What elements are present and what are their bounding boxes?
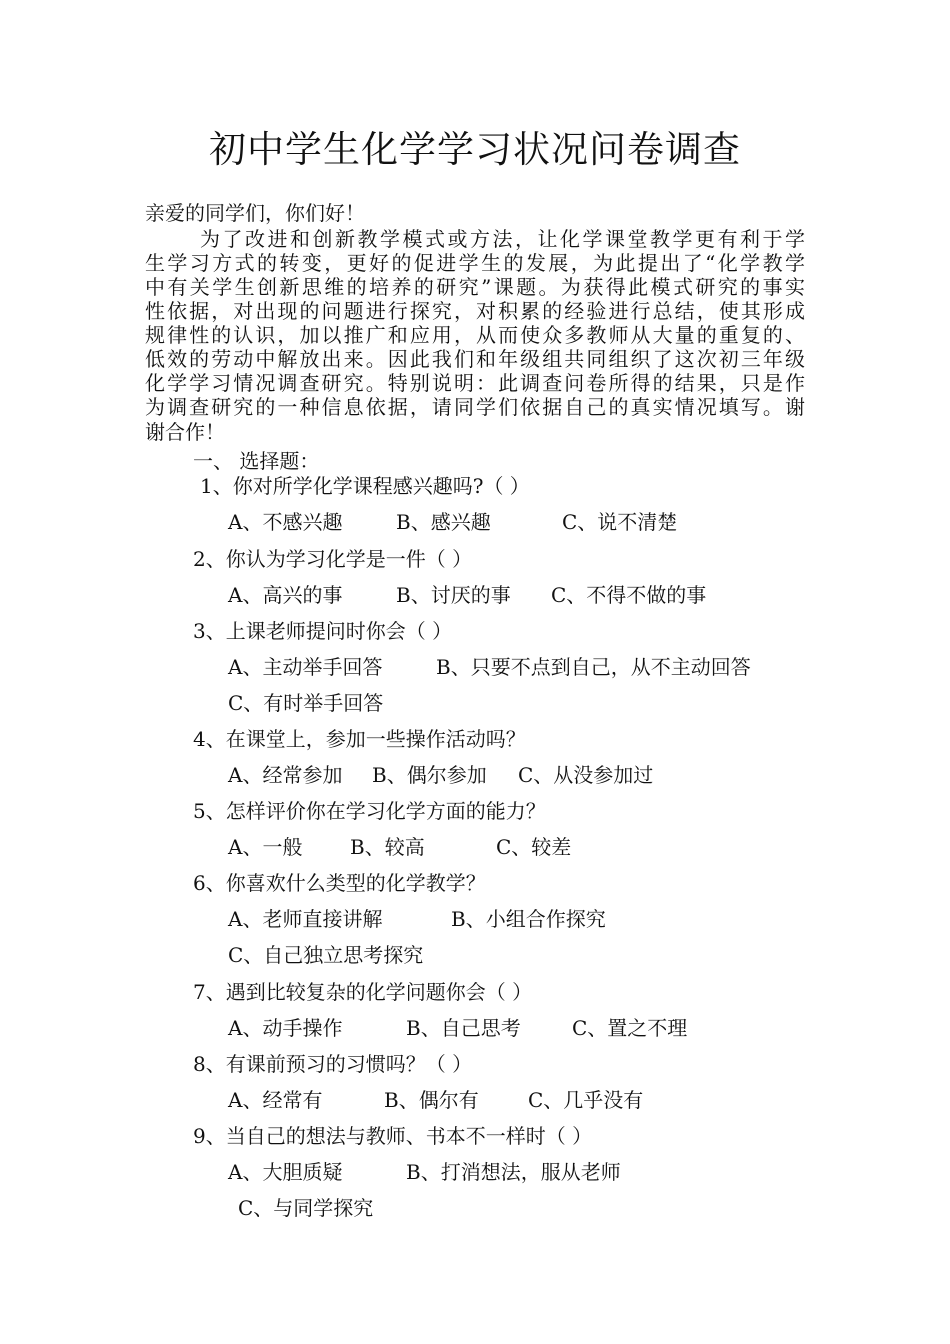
option-b: B、自己思考 [406,1016,521,1040]
intro-line-6: 低效的劳动中解放出来。因此我们和年级组共同组织了这次初三年级 [145,347,805,371]
question-6: 6、你喜欢什么类型的化学教学？ [193,871,486,895]
question-6-options-row2 [228,942,423,968]
question-9: 9、当自己的想法与教师、书本不一样时（ ） [193,1124,593,1148]
option-b: B、偶尔有 [384,1088,479,1112]
option-c: C、说不清楚 [562,510,678,534]
page-title: 初中学生化学学习状况问卷调查 [209,128,741,171]
question-4-options [228,762,653,788]
option-b: B、打消想法，服从老师 [406,1160,621,1184]
option-a: A、一般 [228,835,303,859]
intro-line-5: 规律性的认识，加以推广和应用，从而使众多教师从大量的重复的、 [145,323,805,347]
option-b: B、只要不点到自己，从不主动回答 [436,655,751,679]
option-b: B、较高 [350,835,425,859]
question-3-options-row2 [228,690,383,716]
question-4: 4、在课堂上，参加一些操作活动吗？ [193,727,526,751]
question-2: 2、你认为学习化学是一件（ ） [193,547,473,571]
intro-line-9: 谢合作！ [145,420,225,444]
question-7-options [228,1015,687,1041]
question-3-options [228,654,751,680]
intro-line-4: 性依据，对出现的问题进行探究，对积累的经验进行总结，使其形成 [145,299,805,323]
question-7: 7、遇到比较复杂的化学问题你会（ ） [193,980,533,1004]
question-8: 8、有课前预习的习惯吗？（ ） [193,1052,473,1076]
question-9-options [228,1159,621,1185]
option-a: A、老师直接讲解 [228,907,383,931]
option-c: C、不得不做的事 [551,583,707,607]
question-2-options [228,582,706,608]
question-3: 3、上课老师提问时你会（ ） [193,619,453,643]
option-c: C、与同学探究 [238,1196,374,1220]
question-6-options [228,906,606,932]
option-b: B、讨厌的事 [396,583,511,607]
option-c: C、自己独立思考探究 [228,943,424,967]
option-c: C、几乎没有 [528,1088,644,1112]
option-a: A、经常有 [228,1088,323,1112]
intro-line-7: 化学学习情况调查研究。特别说明：此调查问卷所得的结果，只是作 [145,371,805,395]
option-a: A、高兴的事 [228,583,343,607]
intro-line-1: 为了改进和创新教学模式或方法，让化学课堂教学更有利于学 [200,227,805,251]
section-heading: 一、 选择题： [193,449,320,473]
intro-line-8: 为调查研究的一种信息依据，请同学们依据自己的真实情况填写。谢 [145,395,805,419]
option-a: A、主动举手回答 [228,655,383,679]
option-a: A、不感兴趣 [228,510,343,534]
greeting: 亲爱的同学们，你们好！ [145,201,365,225]
question-5-options [228,834,571,860]
option-c: C、从没参加过 [518,763,654,787]
option-c: C、有时举手回答 [228,691,384,715]
question-5: 5、怎样评价你在学习化学方面的能力？ [193,799,546,823]
intro-line-3: 中有关学生创新思维的培养的研究”课题。为获得此模式研究的事实 [145,275,805,299]
option-a: A、经常参加 [228,763,343,787]
option-b: B、小组合作探究 [451,907,606,931]
option-b: B、感兴趣 [396,510,491,534]
question-1-options [228,509,677,535]
option-c: C、置之不理 [572,1016,688,1040]
question-8-options [228,1087,643,1113]
intro-line-2: 生学习方式的转变，更好的促进学生的发展，为此提出了“化学教学 [145,251,805,275]
option-a: A、大胆质疑 [228,1160,343,1184]
option-b: B、偶尔参加 [372,763,487,787]
option-a: A、动手操作 [228,1016,343,1040]
option-c: C、较差 [496,835,572,859]
question-9-options-row2 [238,1195,373,1221]
question-1: 1、你对所学化学课程感兴趣吗?（ ） [200,474,530,498]
